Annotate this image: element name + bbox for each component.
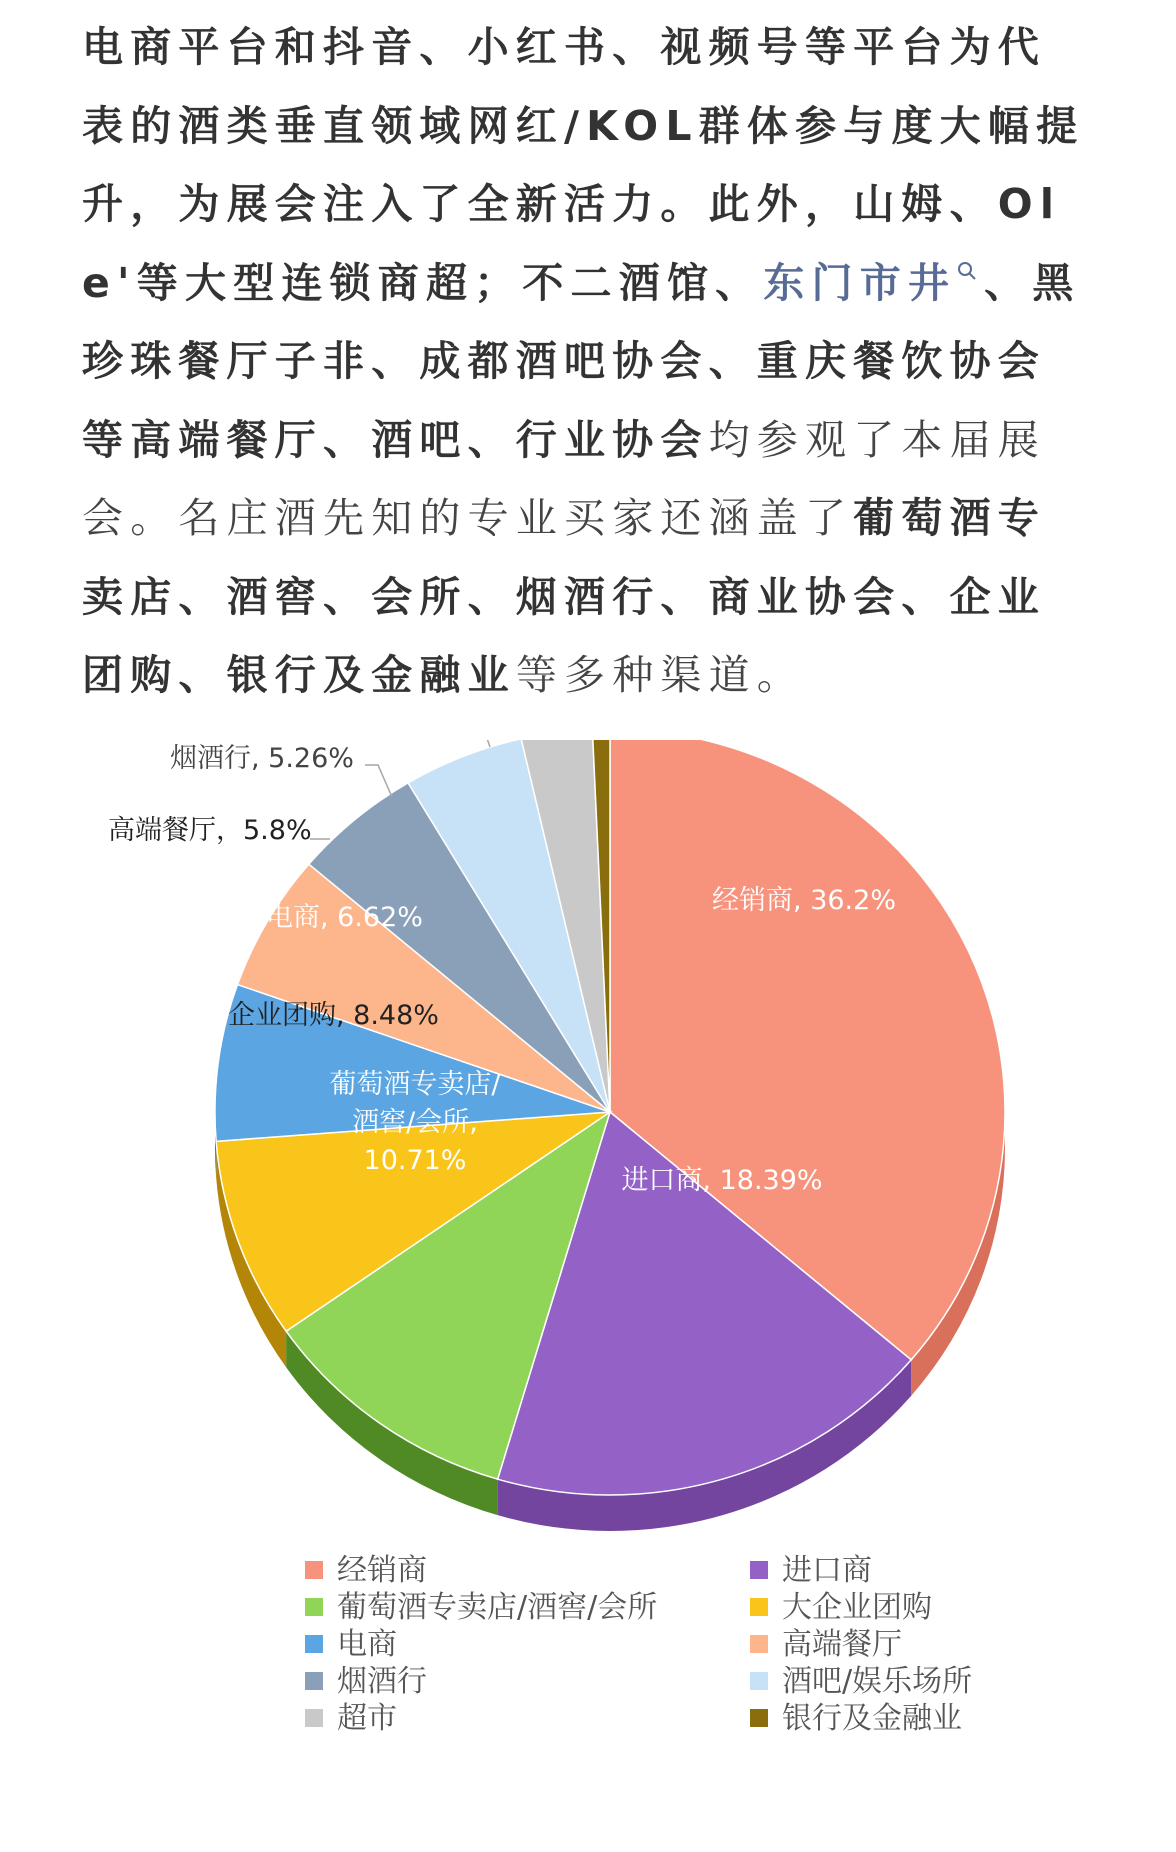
legend-swatch-高端餐厅 — [750, 1635, 768, 1653]
pie-tops — [215, 740, 1005, 1495]
data-label-高端餐厅: 高端餐厅，5.8% — [108, 815, 312, 846]
legend-label-银行及金融业: 银行及金融业 — [782, 1701, 962, 1736]
legend-label-酒吧/娱乐场所: 酒吧/娱乐场所 — [782, 1664, 973, 1699]
leader-line-烟酒行 — [365, 765, 392, 797]
dongmen-shijing-link[interactable]: 东门市井 — [763, 258, 957, 307]
leader-line-酒吧/娱乐场所 — [462, 740, 490, 747]
legend-label-经销商: 经销商 — [337, 1553, 427, 1588]
legend-swatch-烟酒行 — [305, 1672, 323, 1690]
article-normal-text-1: 均参观了本届展会。名庄酒先知的专业买家还涵盖了 — [82, 415, 1047, 542]
legend-label-高端餐厅: 高端餐厅 — [782, 1627, 902, 1662]
search-icon[interactable] — [956, 260, 978, 282]
article-normal-text-2: 等多种渠道。 — [515, 651, 806, 699]
legend-label-大企业团购: 大企业团购 — [782, 1590, 932, 1625]
article-bold-text-1: 电商平台和抖音、小红书、视频号等平台为代表的酒类垂直领域网红/KOL群体参与度大幅提升，为展会注入了全新活力。此外，山姆、Ole'等大型连锁商超；不二酒馆、 — [82, 23, 1085, 307]
data-label-大企业团购: 企业团购, 8.48% — [228, 1000, 439, 1031]
legend-swatch-进口商 — [750, 1561, 768, 1579]
legend-swatch-酒吧/娱乐场所 — [750, 1672, 768, 1690]
article-text — [82, 8, 1092, 715]
legend-label-烟酒行: 烟酒行 — [337, 1664, 427, 1699]
article-bold-text-3: 葡萄酒专卖店、酒窖、会所、烟酒行、商业协会、企业团购、银行及金融业 — [82, 494, 1047, 699]
legend-swatch-经销商 — [305, 1561, 323, 1579]
legend-label-电商: 电商 — [337, 1627, 397, 1662]
legend-label-进口商: 进口商 — [782, 1553, 872, 1588]
legend-swatch-电商 — [305, 1635, 323, 1653]
article-bold-text-2: 、黑珍珠餐厅子非、成都酒吧协会、重庆餐饮协会等高端餐厅、酒吧、行业协会 — [82, 258, 1081, 464]
legend-swatch-银行及金融业 — [750, 1709, 768, 1727]
data-label-经销商: 经销商, 36.2% — [712, 885, 896, 916]
chart-legend — [305, 1553, 972, 1736]
article-paragraph — [82, 8, 1092, 715]
legend-label-超市: 超市 — [337, 1701, 397, 1736]
data-label-葡萄酒专卖店/酒窖/会所: 葡萄酒专卖店/酒窖/会所, 10.71% — [329, 1069, 501, 1176]
legend-swatch-超市 — [305, 1709, 323, 1727]
data-label-进口商: 进口商, 18.39% — [621, 1165, 823, 1196]
pie-chart — [0, 740, 1176, 1780]
legend-swatch-大企业团购 — [750, 1598, 768, 1616]
data-label-烟酒行: 烟酒行, 5.26% — [170, 743, 354, 774]
data-label-电商: 电商, 6.62% — [266, 902, 423, 933]
legend-swatch-葡萄酒专卖店/酒窖/会所 — [305, 1598, 323, 1616]
legend-label-葡萄酒专卖店/酒窖/会所: 葡萄酒专卖店/酒窖/会所 — [337, 1590, 658, 1625]
